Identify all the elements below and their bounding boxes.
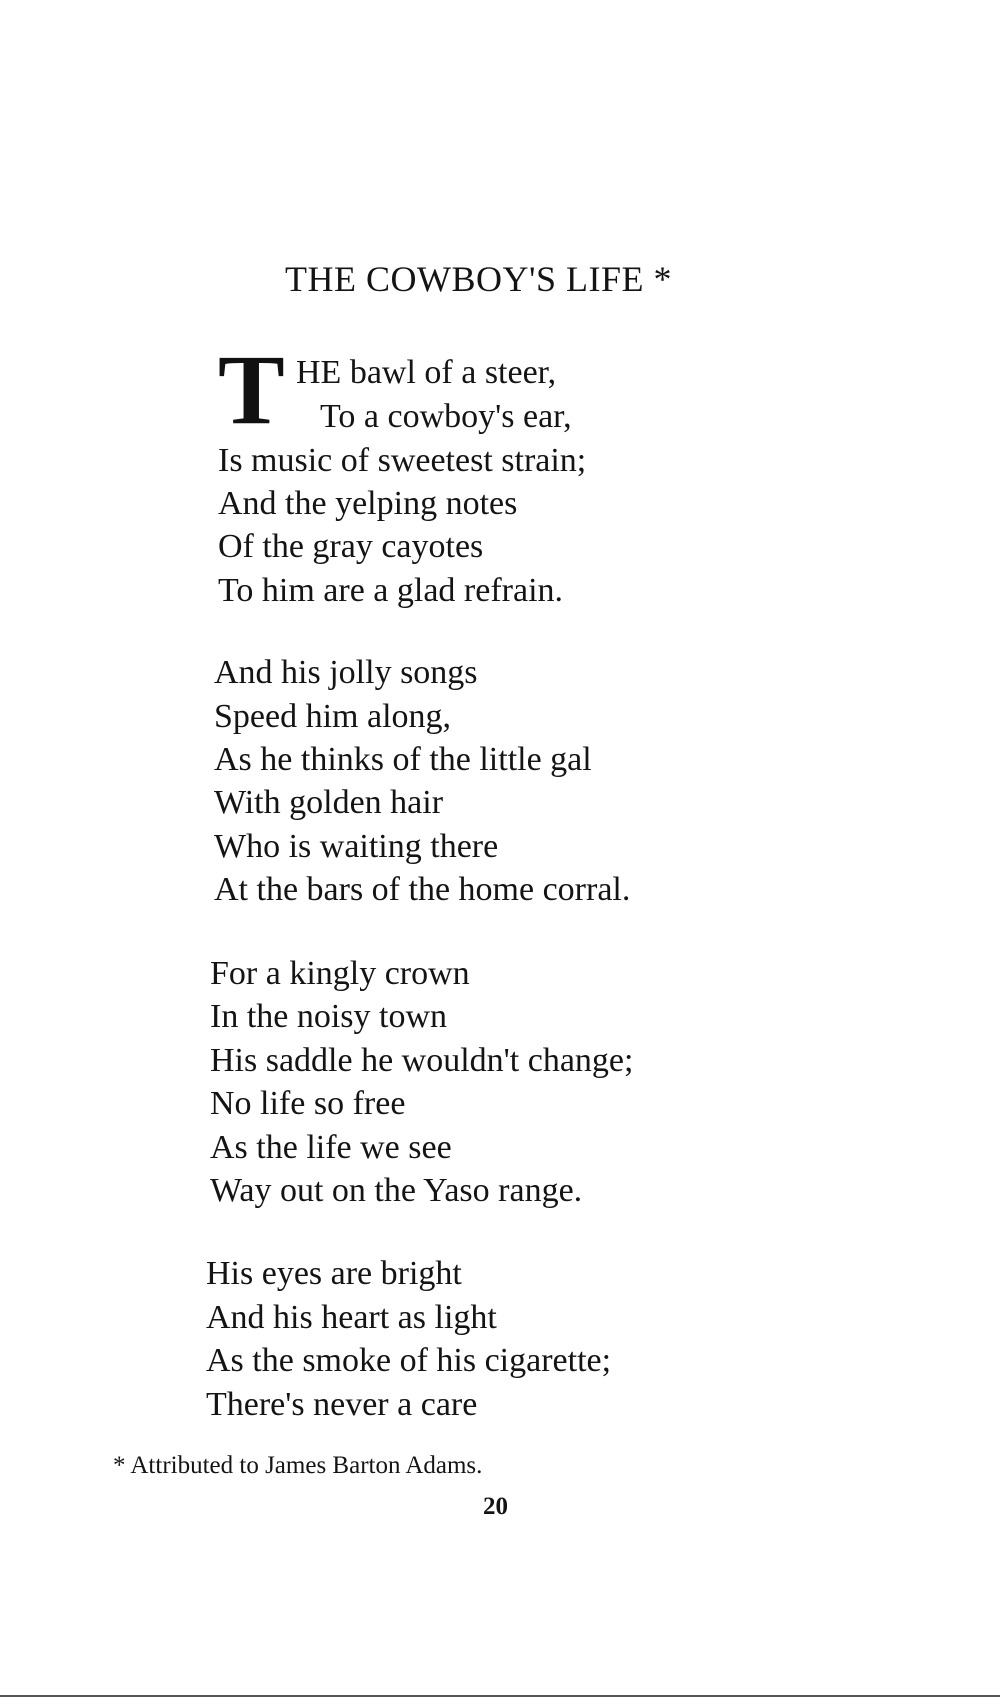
poem-line: As he thinks of the little gal	[214, 741, 592, 778]
poem-line: Of the gray cayotes	[218, 528, 484, 565]
drop-cap: T	[218, 334, 285, 445]
poem-line: There's never a care	[206, 1386, 478, 1423]
poem-line: His eyes are bright	[206, 1255, 462, 1292]
poem-line: For a kingly crown	[210, 955, 470, 992]
poem-title: THE COWBOY'S LIFE *	[285, 259, 672, 299]
poem-line: And the yelping notes	[218, 485, 518, 522]
page-number: 20	[483, 1493, 508, 1520]
poem-line: His saddle he wouldn't change;	[210, 1042, 634, 1079]
poem-line: Way out on the Yaso range.	[210, 1172, 583, 1209]
poem-line: At the bars of the home corral.	[214, 871, 631, 908]
poem-line: HE bawl of a steer,	[296, 354, 557, 391]
poem-line: And his jolly songs	[214, 654, 478, 691]
poem-line: No life so free	[210, 1085, 406, 1122]
poem-line: And his heart as light	[206, 1299, 497, 1336]
poem-line: Who is waiting there	[214, 828, 499, 865]
poem-line: Speed him along,	[214, 698, 452, 735]
poem-line: In the noisy town	[210, 998, 448, 1035]
poem-line: To a cowboy's ear,	[320, 398, 572, 435]
poem-line: As the life we see	[210, 1129, 452, 1166]
scan-edge-rule	[0, 1695, 1000, 1697]
poem-line: Is music of sweetest strain;	[218, 442, 587, 479]
poem-line: To him are a glad refrain.	[218, 572, 564, 609]
poem-line: As the smoke of his cigarette;	[206, 1342, 612, 1379]
poem-line: With golden hair	[214, 784, 444, 821]
footnote: * Attributed to James Barton Adams.	[113, 1452, 483, 1479]
